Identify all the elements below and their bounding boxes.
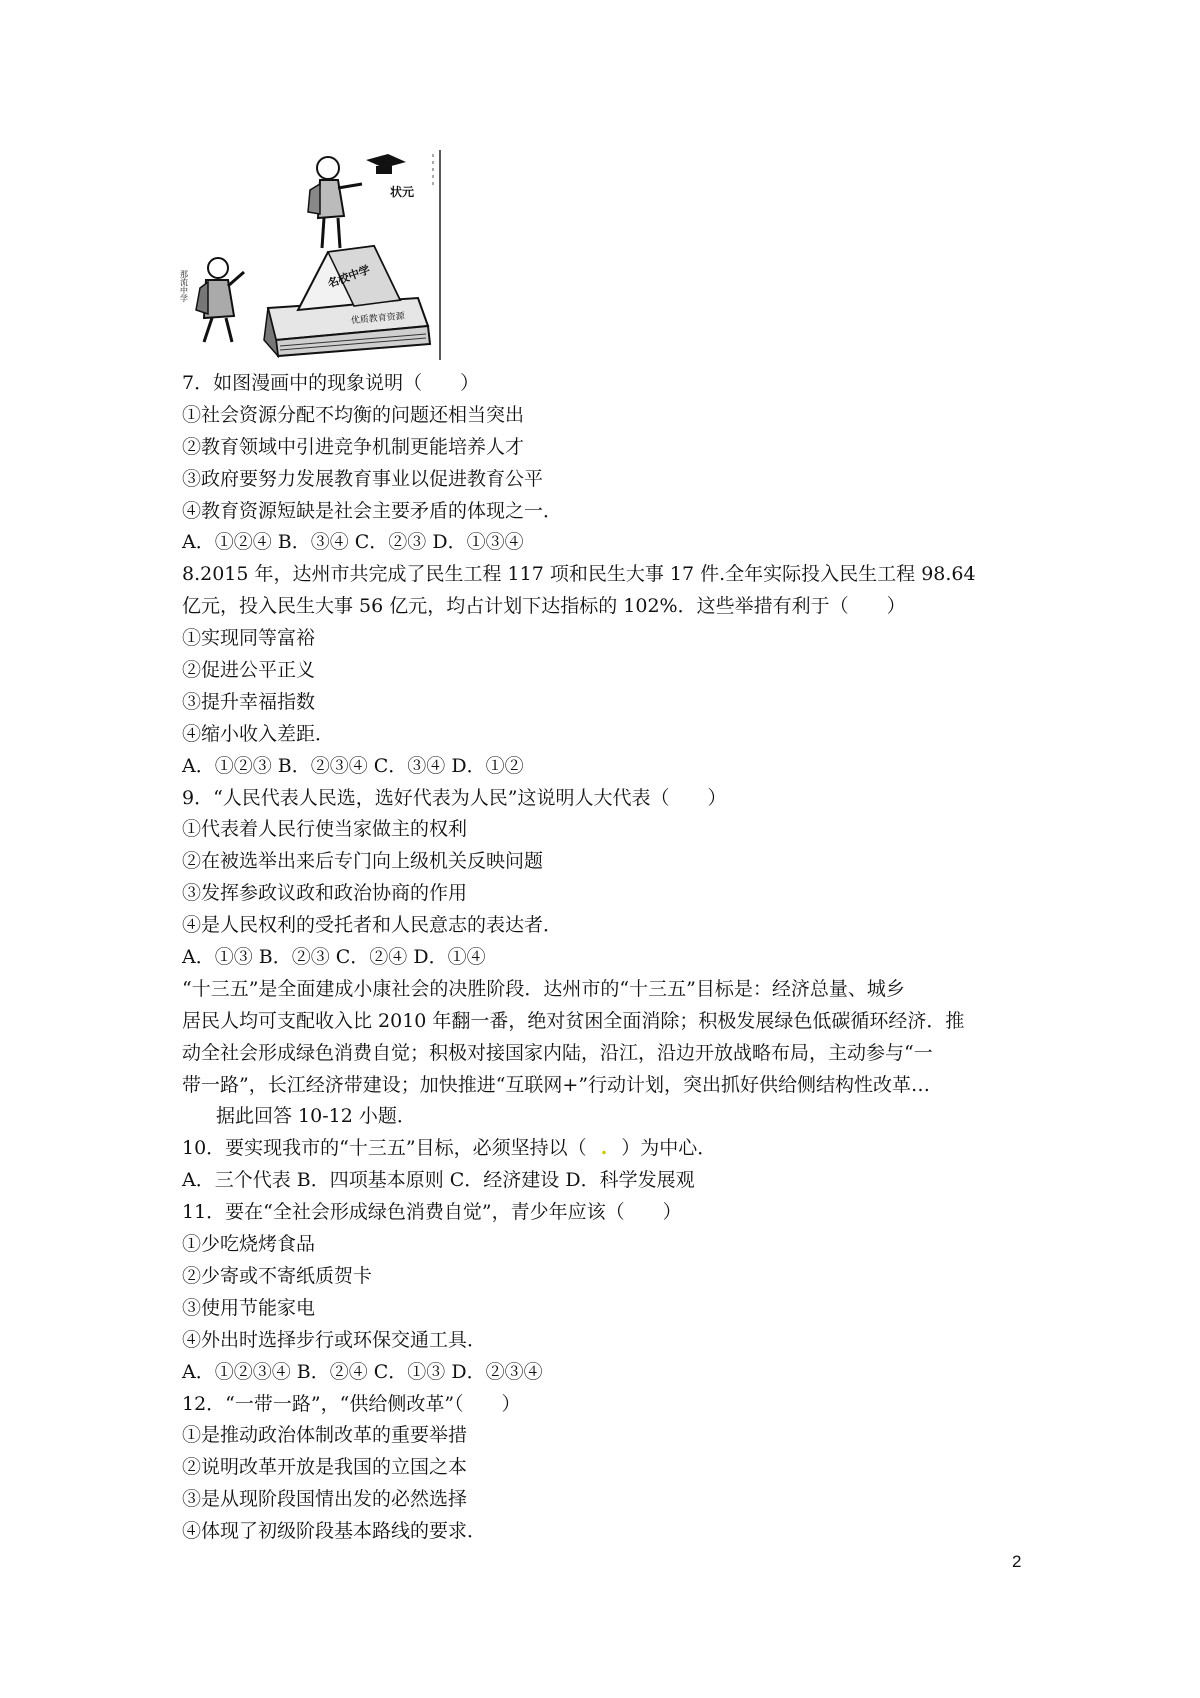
q11-answers: A．①②③④ B．②④ C．①③ D．②③④: [182, 1360, 543, 1383]
left-student-figure: [180, 258, 245, 342]
q10-stem-end: ）为中心．: [621, 1137, 717, 1160]
q11-option-3: ③使用节能家电: [182, 1296, 316, 1319]
q11-option-1: ①少吃烧烤食品: [182, 1233, 316, 1256]
q11-option-4: ④外出时选择步行或环保交通工具．: [182, 1328, 487, 1351]
q9-answers: A．①③ B．②③ C．②④ D．①④: [182, 946, 486, 969]
q10-stem-start: 10．要实现我市的“十三五”目标，必须坚持以（: [182, 1137, 587, 1160]
q12-option-3: ③是从现阶段国情出发的必然选择: [182, 1488, 468, 1511]
q8-option-1: ①实现同等富裕: [182, 627, 316, 650]
podium-label: 名校中学: [325, 263, 372, 291]
q12-option-4: ④体现了初级阶段基本路线的要求．: [182, 1520, 487, 1543]
q8-stem-line-2: 亿元，投入民生大事 56 亿元，均占计划下达指标的 102%．这些举措有利于（ ）: [182, 595, 906, 618]
passage-line-5: 据此回答 10-12 小题．: [216, 1105, 416, 1128]
q9-option-4: ④是人民权利的受托者和人民意志的表达者．: [182, 914, 563, 937]
book-stack: [264, 298, 430, 356]
q9-stem: 9．“人民代表人民选，选好代表为人民”这说明人大代表（ ）: [182, 786, 727, 809]
passage-line-3: 动全社会形成绿色消费自觉；积极对接国家内陆，沿江，沿边开放战略布局，主动参与“一: [182, 1041, 933, 1064]
q8-option-2: ②促进公平正义: [182, 659, 316, 682]
passage-line-4: 带一路”，长江经济带建设；加快推进“互联网+”行动计划，突出抓好供给侧结构性改革…: [182, 1073, 931, 1096]
cartoon-illustration: [178, 150, 446, 360]
q10-stem: [182, 1133, 1042, 1165]
passage-line-1: “十三五”是全面建成小康社会的决胜阶段．达州市的“十三五”目标是：经济总量、城乡: [182, 977, 905, 1000]
left-label: 那流中学: [179, 270, 189, 302]
q8-stem-line-1: 8.2015 年，达州市共完成了民生工程 117 项和民生大事 17 件.全年实际投入民生工程 98.64: [182, 563, 976, 586]
q12-stem: 12．“一带一路”，“供给侧改革”（ ）: [182, 1392, 521, 1415]
passage-line-2: 居民人均可支配收入比 2010 年翻一番，绝对贫困全面消除；积极发展绿色低碳循环经济．推: [182, 1009, 965, 1032]
document-body: [182, 368, 1042, 1548]
q10-answers: A．三个代表 B．四项基本原则 C．经济建设 D．科学发展观: [182, 1169, 695, 1192]
q9-option-1: ①代表着人民行使当家做主的权利: [182, 818, 468, 841]
q8-option-4: ④缩小收入差距．: [182, 722, 335, 745]
q7-option-1: ①社会资源分配不均衡的问题还相当突出: [182, 403, 525, 426]
q7-option-4: ④教育资源短缺是社会主要矛盾的体现之一．: [182, 499, 563, 522]
podium: [298, 246, 400, 310]
q9-option-2: ②在被选举出来后专门向上级机关反映问题: [182, 850, 544, 873]
q8-answers: A．①②③ B．②③④ C．③④ D．①②: [182, 754, 524, 777]
q7-option-3: ③政府要努力发展教育事业以促进教育公平: [182, 467, 544, 490]
q11-stem: 11．要在“全社会形成绿色消费自觉”，青少年应该（ ）: [182, 1201, 682, 1224]
q7-option-2: ②教育领域中引进竞争机制更能培养人才: [182, 435, 525, 458]
q8-option-3: ③提升幸福指数: [182, 690, 316, 713]
q7-stem: 7．如图漫画中的现象说明（ ）: [182, 372, 480, 394]
page-number: 2: [1012, 1552, 1022, 1571]
q12-option-1: ①是推动政治体制改革的重要举措: [182, 1424, 468, 1447]
book-label: 优质教育资源: [350, 311, 406, 327]
q9-option-3: ③发挥参政议政和政治协商的作用: [182, 882, 468, 905]
q7-answers: A．①②④ B．③④ C．②③ D．①③④: [182, 531, 524, 554]
top-label: 状元: [390, 185, 415, 199]
q12-option-2: ②说明改革开放是我国的立国之本: [182, 1456, 468, 1479]
q10-blank-mark: .: [600, 1137, 608, 1160]
top-student-figure: [308, 154, 414, 248]
q11-option-2: ②少寄或不寄纸质贺卡: [182, 1264, 373, 1287]
